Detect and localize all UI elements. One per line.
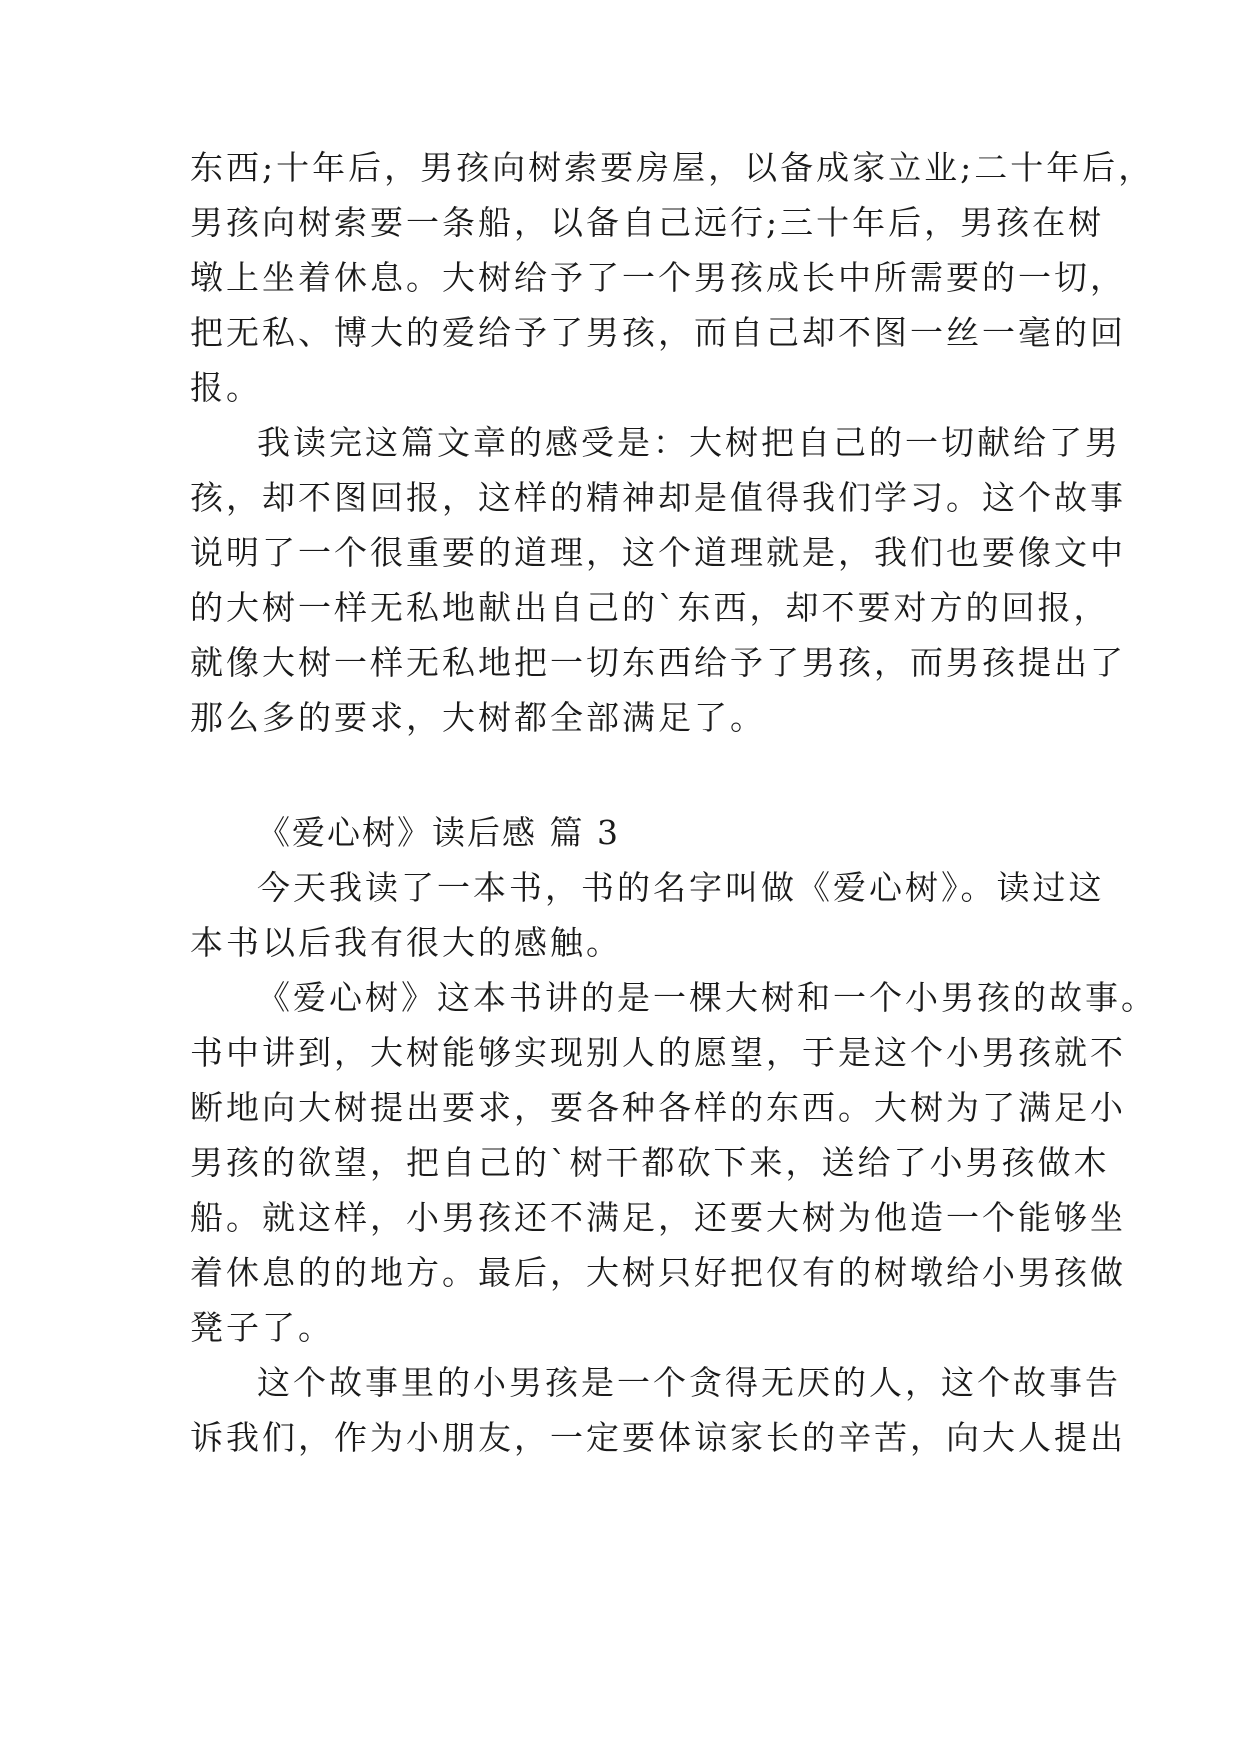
paragraph-4-line-3: 断地向大树提出要求，要各种各样的东西。大树为了满足小 bbox=[190, 1088, 1126, 1127]
paragraph-2-line-5: 就像大树一样无私地把一切东西给予了男孩，而男孩提出了 bbox=[190, 643, 1126, 682]
paragraph-1-line-2: 男孩向树索要一条船，以备自己远行;三十年后，男孩在树 bbox=[190, 203, 1105, 242]
paragraph-2-line-6: 那么多的要求，大树都全部满足了。 bbox=[190, 698, 766, 737]
paragraph-2-line-1: 我读完这篇文章的感受是：大树把自己的一切献给了男 bbox=[257, 423, 1121, 462]
paragraph-5-line-2: 诉我们，作为小朋友，一定要体谅家长的辛苦，向大人提出 bbox=[190, 1418, 1126, 1457]
section-heading: 《爱心树》读后感 篇 3 bbox=[257, 813, 620, 852]
paragraph-4-line-5: 船。就这样，小男孩还不满足，还要大树为他造一个能够坐 bbox=[190, 1198, 1126, 1237]
paragraph-5-line-1: 这个故事里的小男孩是一个贪得无厌的人，这个故事告 bbox=[257, 1363, 1121, 1402]
paragraph-2-line-2: 孩，却不图回报，这样的精神却是值得我们学习。这个故事 bbox=[190, 478, 1126, 517]
paragraph-4-line-4: 男孩的欲望，把自己的`树干都砍下来，送给了小男孩做木 bbox=[190, 1143, 1110, 1182]
paragraph-4-line-2: 书中讲到，大树能够实现别人的愿望，于是这个小男孩就不 bbox=[190, 1033, 1126, 1072]
paragraph-2-line-4: 的大树一样无私地献出自己的`东西，却不要对方的回报， bbox=[190, 588, 1110, 627]
paragraph-4-line-7: 凳子了。 bbox=[190, 1308, 334, 1347]
paragraph-3-line-2: 本书以后我有很大的感触。 bbox=[190, 923, 622, 962]
paragraph-1-line-5: 报。 bbox=[190, 368, 262, 407]
paragraph-4-line-6: 着休息的的地方。最后，大树只好把仅有的树墩给小男孩做 bbox=[190, 1253, 1126, 1292]
paragraph-2-line-3: 说明了一个很重要的道理，这个道理就是，我们也要像文中 bbox=[190, 533, 1126, 572]
paragraph-3-line-1: 今天我读了一本书，书的名字叫做《爱心树》。读过这 bbox=[257, 868, 1105, 907]
paragraph-4-line-1: 《爱心树》这本书讲的是一棵大树和一个小男孩的故事。 bbox=[257, 978, 1157, 1017]
paragraph-1-line-1: 东西;十年后，男孩向树索要房屋，以备成家立业;二十年后， bbox=[190, 148, 1155, 187]
paragraph-1-line-3: 墩上坐着休息。大树给予了一个男孩成长中所需要的一切， bbox=[190, 258, 1126, 297]
paragraph-1-line-4: 把无私、博大的爱给予了男孩，而自己却不图一丝一毫的回 bbox=[190, 313, 1126, 352]
